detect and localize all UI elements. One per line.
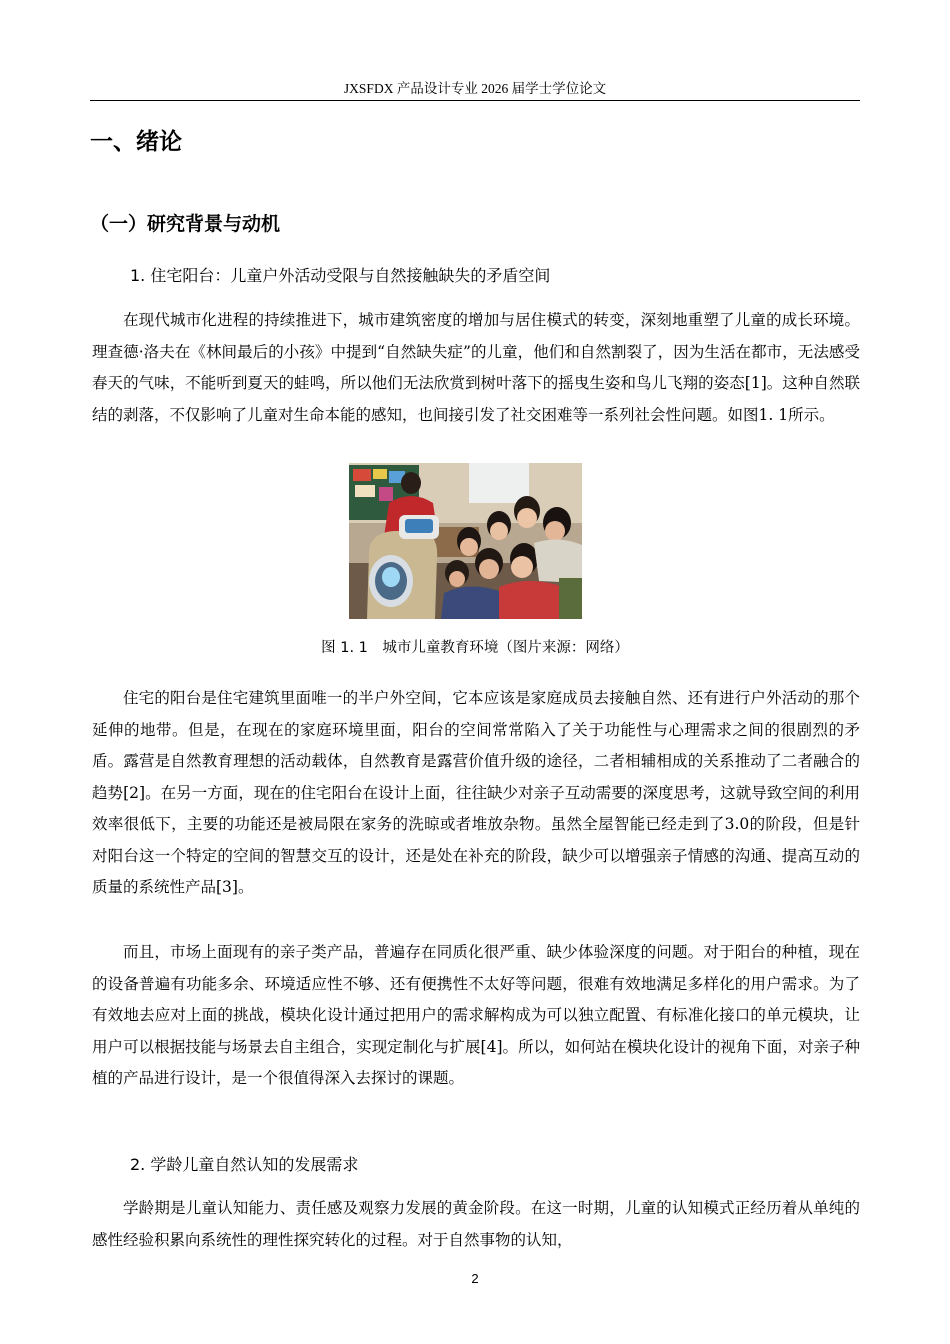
running-header: JXSFDX 产品设计专业 2026 届学士学位论文	[343, 81, 607, 96]
classroom-robot-photo	[349, 463, 582, 619]
body-paragraph-1: 在现代城市化进程的持续推进下，城市建筑密度的增加与居住模式的转变，深刻地重塑了儿童的成长环境。理查德·洛夫在《林间最后的小孩》中提到“自然缺失症”的儿童，他们和自然割裂了，因为生活在都市，无法感受春天的气味，不能听到夏天的蛙鸣，所以他们无法欣赏到树叶落下的摇曳生姿和鸟儿飞翔的姿态[1]。这种自然联结的剥落，不仅影响了儿童对生命本能的感知，也间接引发了社交困难等一系列社会性问题。如图1. 1所示。	[92, 311, 860, 424]
section-title: （一）研究背景与动机	[90, 213, 281, 235]
chapter-title: 一、绪论	[90, 129, 182, 155]
figure-caption: 图 1. 1 城市儿童教育环境（图片来源：网络）	[321, 640, 629, 656]
header-rule	[90, 100, 860, 101]
page-number: 2	[471, 1271, 479, 1286]
figure-image	[349, 463, 582, 619]
body-paragraph-4: 学龄期是儿童认知能力、责任感及观察力发展的黄金阶段。在这一时期，儿童的认知模式正经历着从单纯的感性经验积累向系统性的理性探究转化的过程。对于自然事物的认知，	[92, 1199, 860, 1249]
body-paragraph-2: 住宅的阳台是住宅建筑里面唯一的半户外空间，它本应该是家庭成员去接触自然、还有进行户外活动的那个延伸的地带。但是，在现在的家庭环境里面，阳台的空间常常陷入了关于功能性与心理需求之间的很剧烈的矛盾。露营是自然教育理想的活动载体，自然教育是露营价值升级的途径，二者相辅相成的关系推动了二者融合的趋势[2]。在另一方面，现在的住宅阳台在设计上面，往往缺少对亲子互动需要的深度思考，这就导致空间的利用效率很低下，主要的功能还是被局限在家务的洗晾或者堆放杂物。虽然全屋智能已经走到了3.0的阶段，但是针对阳台这一个特定的空间的智慧交互的设计，还是处在补充的阶段，缺少可以增强亲子情感的沟通、提高互动的质量的系统性产品[3]。	[92, 689, 860, 896]
body-paragraph-3: 而且，市场上面现有的亲子类产品，普遍存在同质化很严重、缺少体验深度的问题。对于阳台的种植，现在的设备普遍有功能多余、环境适应性不够、还有便携性不太好等问题，很难有效地满足多样化的用户需求。为了有效地去应对上面的挑战，模块化设计通过把用户的需求解构成为可以独立配置、有标准化接口的单元模块，让用户可以根据技能与场景去自主组合，实现定制化与扩展[4]。所以，如何站在模块化设计的视角下面，对亲子种植的产品进行设计，是一个很值得深入去探讨的课题。	[92, 943, 860, 1087]
subsection-title-2: 2. 学龄儿童自然认知的发展需求	[130, 1155, 359, 1174]
subsection-title-1: 1. 住宅阳台：儿童户外活动受限与自然接触缺失的矛盾空间	[130, 266, 551, 285]
